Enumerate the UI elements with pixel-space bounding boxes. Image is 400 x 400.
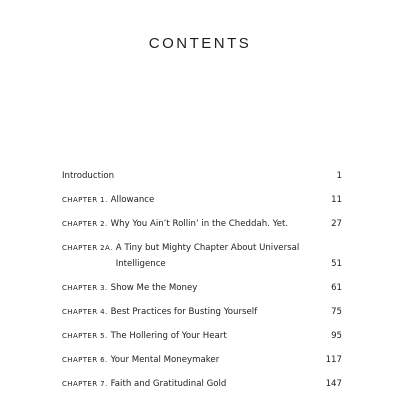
toc-entry-chapter-7 <box>62 376 342 392</box>
toc-entry-title: Introduction <box>62 171 115 181</box>
toc-entry-chapter-4 <box>62 304 342 320</box>
table-of-contents <box>62 168 342 392</box>
toc-entry-page: 147 <box>325 379 342 389</box>
toc-entry-page: 27 <box>331 219 342 229</box>
toc-entry-title: Allowance <box>110 195 155 205</box>
toc-chapter-number: CHAPTER 7. <box>62 380 108 388</box>
toc-entry-page: 61 <box>331 283 342 293</box>
toc-entry-title: Your Mental Moneymaker <box>110 355 220 365</box>
toc-entry-chapter-3 <box>62 280 342 296</box>
toc-entry-label <box>62 216 312 232</box>
toc-entry-chapter-6 <box>62 352 342 368</box>
toc-entry-label <box>62 376 312 392</box>
toc-chapter-number: CHAPTER 2A. <box>62 244 113 252</box>
toc-entry-chapter-1 <box>62 192 342 208</box>
toc-entry-chapter-5 <box>62 328 342 344</box>
toc-entry-page: 11 <box>331 195 342 205</box>
toc-chapter-number: CHAPTER 6. <box>62 356 108 364</box>
toc-entry-label <box>62 304 312 320</box>
toc-chapter-number: CHAPTER 2. <box>62 220 108 228</box>
toc-chapter-number: CHAPTER 3. <box>62 284 108 292</box>
toc-entry-label <box>62 240 312 272</box>
toc-entry-title: Faith and Gratitudinal Gold <box>110 379 227 389</box>
toc-entry-label <box>62 280 312 296</box>
toc-entry-label <box>62 328 312 344</box>
toc-entry-title: Show Me the Money <box>110 283 198 293</box>
toc-entry-title: A Tiny but Mighty Chapter About Universal Intelligence <box>115 243 300 269</box>
toc-entry-title: Why You Ain’t Rollin’ in the Cheddah. Yet. <box>110 219 289 229</box>
toc-entry-page: 1 <box>336 171 342 181</box>
toc-entry-label <box>62 352 312 368</box>
toc-chapter-number: CHAPTER 4. <box>62 308 108 316</box>
toc-entry-title: Best Practices for Busting Yourself <box>110 307 258 317</box>
toc-entry-label <box>62 192 312 208</box>
toc-entry-page: 75 <box>331 307 342 317</box>
page-title: CONTENTS <box>148 35 252 52</box>
toc-entry-page: 95 <box>331 331 342 341</box>
toc-entry-chapter-2 <box>62 216 342 232</box>
toc-entry-page: 117 <box>325 355 342 365</box>
toc-entry-title: The Hollering of Your Heart <box>110 331 227 341</box>
toc-chapter-number: CHAPTER 5. <box>62 332 108 340</box>
toc-entry-introduction <box>62 168 342 184</box>
toc-entry-label <box>62 168 312 184</box>
toc-entry-chapter-2a <box>62 240 342 272</box>
toc-entry-page: 51 <box>331 259 342 269</box>
toc-chapter-number: CHAPTER 1. <box>62 196 108 204</box>
